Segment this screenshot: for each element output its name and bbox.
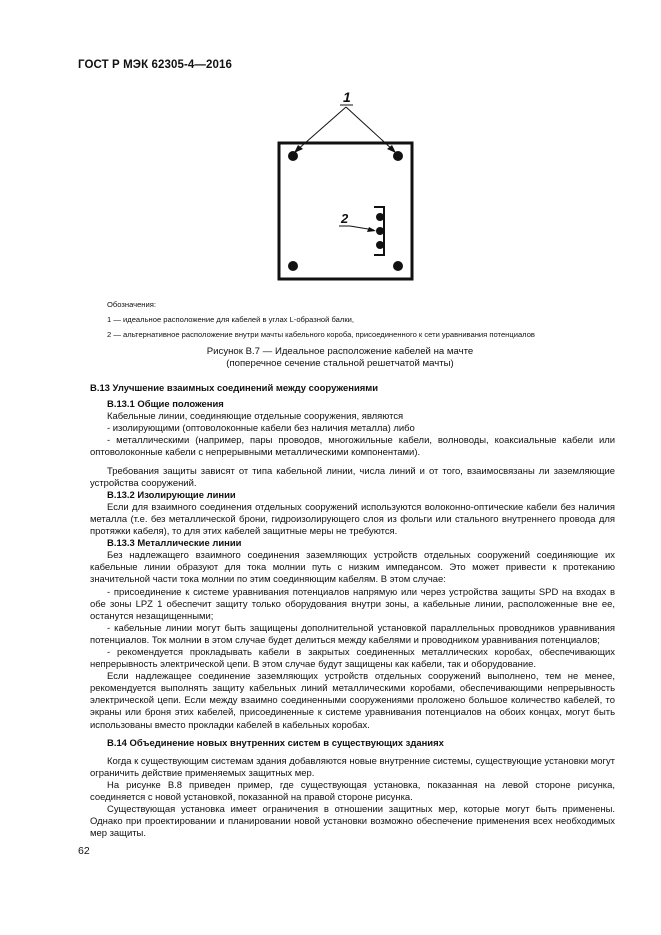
cable-dot-top-right (393, 151, 403, 161)
paragraph: Если надлежащее соединение заземляющих устройств отдельных сооружений выполнено, тем не менее, рекомендуется выполнять защиту кабельных линий металлическими коробами, обеспечивающими непрерывность электрической цепи. Если между взаимно соединенными сооружениями проложено большое количество кабелей, то экраны или броня этих кабелей, присоединенные к системе уравнивания потенциалов на обоих концах, могут быть использованы вместо прокладки кабелей в кабельных коробах. (90, 671, 615, 731)
list-item: - изолирующими (оптоволоконные кабели без наличия металла) либо (107, 423, 415, 435)
list-item: - металлическими (например, пары проводов, многожильные кабели, волноводы, коаксиальные кабели или оптоволоконные кабели с непрерывными металлическими компонентами). (90, 435, 615, 459)
paragraph: Если для взаимного соединения отдельных сооружений используются волоконно-оптические кабели без наличия металла (т.е. без металлической брони, гидроизолирующего слоя из фольги или стального внутреннего провода для протяжки кабеля), то для этих кабелей защитные меры не требуются. (90, 501, 615, 538)
tray-cable-2 (376, 227, 384, 235)
tray-cable-3 (376, 241, 384, 249)
list-item: - кабельные линии могут быть защищены дополнительной установкой параллельных проводников уравнивания потенциалов. Ток молнии в этом случае будет делиться между кабелями и проводником уравнивания потенциалов; (90, 622, 615, 646)
tray-cable-1 (376, 213, 384, 221)
page-number: 62 (78, 845, 90, 857)
paragraph: Существующая установка имеет ограничения в отношении защитных мер, которые могут быть применены. Однако при проектировании и планировании новой установки возможно обеспечение применения всех необходимых мер защиты. (90, 804, 615, 840)
list-item: - рекомендуется прокладывать кабели в закрытых соединенных металлических коробах, обеспечивающих непрерывность электрической цепи. В этом случае будут защищены как кабели, так и оборудование. (90, 646, 615, 671)
legend-item-1: 1 — идеальное расположение для кабелей в углах L-образной балки, (107, 315, 355, 324)
paragraph: Кабельные линии, соединяющие отдельные сооружения, являются (107, 411, 404, 423)
section-heading-b13: В.13 Улучшение взаимных соединений между сооружениями (90, 383, 379, 394)
paragraph: Когда к существующим системам здания добавляются новые внутренние системы, существующие установки могут ограничить действие применяемых защитных мер. (90, 755, 615, 779)
caption-line-1: Рисунок В.7 — Идеальное расположение кабелей на мачте (206, 346, 474, 357)
document-header: ГОСТ Р МЭК 62305-4—2016 (78, 59, 232, 71)
section-heading-b13-1: В.13.1 Общие положения (107, 399, 224, 411)
body-text (90, 378, 615, 840)
paragraph: Требования защиты зависят от типа кабельной линии, числа линий и от того, взаимосвязаны ли заземляющие устройства сооружений. (90, 465, 615, 489)
caption-line-2: (поперечное сечение стальной решетчатой мачты) (226, 358, 454, 369)
legend-title: Обозначения: (107, 300, 156, 309)
list-item: - присоединение к системе уравнивания потенциалов напрямую или через устройства защиты SPD на входах в обе зоны LPZ 1 обеспечит защиту только оборудования внутри зоны, а кабельные линии, расположенные вне ее, останутся незащищенными; (90, 586, 615, 622)
legend-item-2: 2 — альтернативное расположение внутри мачты кабельного короба, присоединенного к сети уравнивания потенциалов (107, 330, 535, 339)
cable-dot-bottom-right (393, 261, 403, 271)
figure-legend (107, 298, 627, 341)
cable-dot-top-left (288, 151, 298, 161)
paragraph: Без надлежащего взаимного соединения заземляющих устройств отдельных сооружений соединяющие их кабельные линии образуют для тока молнии путь с низким импедансом. Это может привести к протеканию значительной части тока молнии по этим соединяющим кабелям. В этом случае: (90, 550, 615, 586)
figure-label-1: 1 (343, 89, 351, 105)
section-heading-b14: В.14 Объединение новых внутренних систем в существующих зданиях (107, 737, 444, 749)
figure-caption (90, 346, 590, 370)
paragraph: На рисунке В.8 приведен пример, где существующая установка, показанная на левой стороне рисунка, соединяется с новой установкой, показанной на правой стороне рисунка. (90, 779, 615, 803)
section-heading-b13-2: В.13.2 Изолирующие линии (107, 489, 236, 501)
cable-dot-bottom-left (288, 261, 298, 271)
section-heading-b13-3: В.13.3 Металлические линии (107, 538, 242, 550)
mast-cross-section-figure (250, 88, 440, 298)
figure-label-2: 2 (341, 211, 349, 226)
